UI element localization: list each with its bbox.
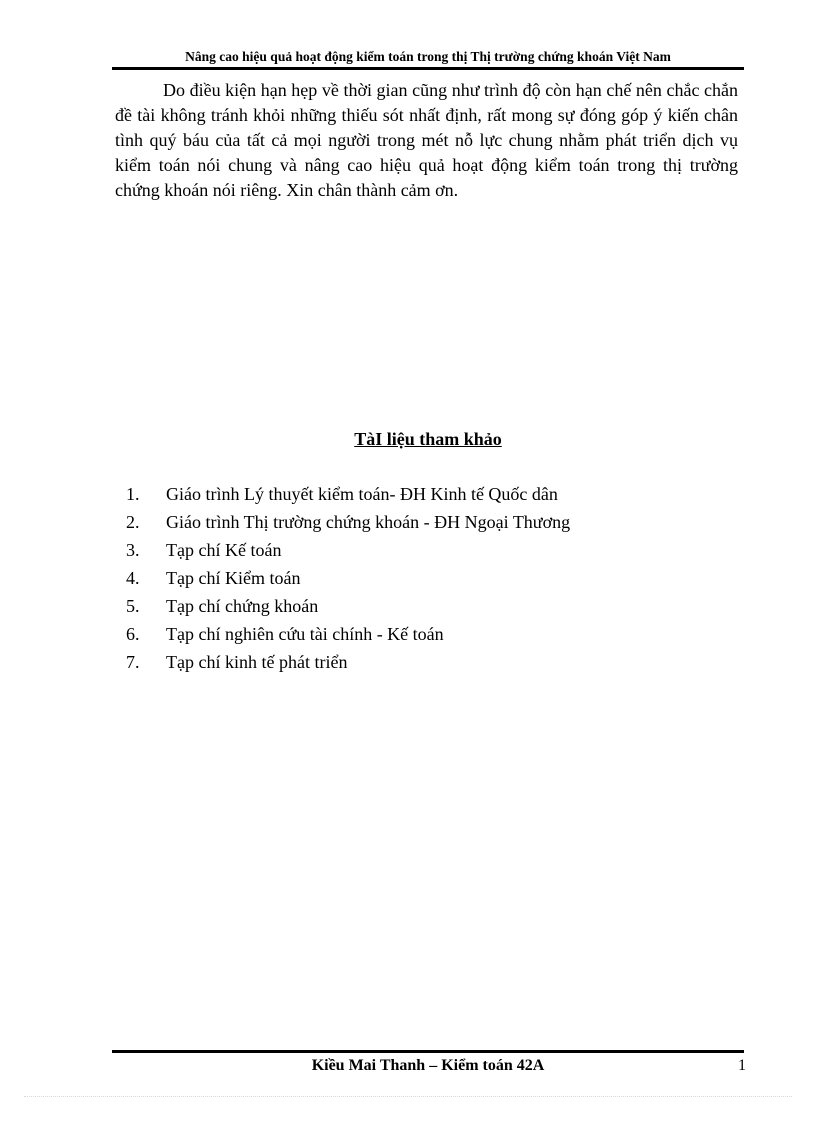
reference-item (126, 592, 570, 620)
reference-item (126, 620, 570, 648)
reference-number: 3. (126, 540, 140, 560)
reference-number: 1. (126, 484, 140, 504)
footer-rule (112, 1050, 744, 1053)
reference-text: Giáo trình Lý thuyết kiểm toán- ĐH Kinh tế Quốc dân (166, 484, 558, 504)
reference-item (126, 480, 570, 508)
reference-number: 6. (126, 624, 140, 644)
reference-item (126, 648, 570, 676)
footer-author: Kiều Mai Thanh – Kiểm toán 42A (311, 1057, 545, 1074)
reference-item (126, 564, 570, 592)
reference-item (126, 536, 570, 564)
closing-paragraph: Do điều kiện hạn hẹp về thời gian cũng như trình độ còn hạn chế nên chắc chắn đề tài không tránh khỏi những thiếu sót nhất định, rất mong sự đóng góp ý kiến chân tình quý báu của tất cả mọi người trong mét nỗ lực chung nhằm phát triển dịch vụ kiểm toán nói chung và nâng cao hiệu quả hoạt động kiểm toán trong thị trường chứng khoán nói riêng. Xin chân thành cảm ơn. (115, 80, 738, 200)
page-header-title: Nâng cao hiệu quả hoạt động kiểm toán trong thị Thị trường chứng khoán Việt Nam (185, 49, 671, 64)
header-rule (112, 67, 744, 70)
page-edge-divider (24, 1096, 792, 1097)
reference-text: Tạp chí Kiểm toán (166, 568, 301, 588)
reference-text: Tạp chí nghiên cứu tài chính - Kế toán (166, 624, 444, 644)
reference-number: 2. (126, 512, 140, 532)
reference-number: 5. (126, 596, 140, 616)
reference-text: Tạp chí chứng khoán (166, 596, 319, 616)
reference-text: Giáo trình Thị trường chứng khoán - ĐH Ngoại Thương (166, 512, 571, 532)
reference-number: 7. (126, 652, 140, 672)
reference-text: Tạp chí kinh tế phát triển (166, 652, 348, 672)
reference-number: 4. (126, 568, 140, 588)
references-title: TàI liệu tham khảo (354, 429, 502, 449)
page-number: 1 (738, 1057, 746, 1074)
references-list (126, 480, 570, 676)
reference-item (126, 508, 570, 536)
reference-text: Tạp chí Kế toán (166, 540, 282, 560)
